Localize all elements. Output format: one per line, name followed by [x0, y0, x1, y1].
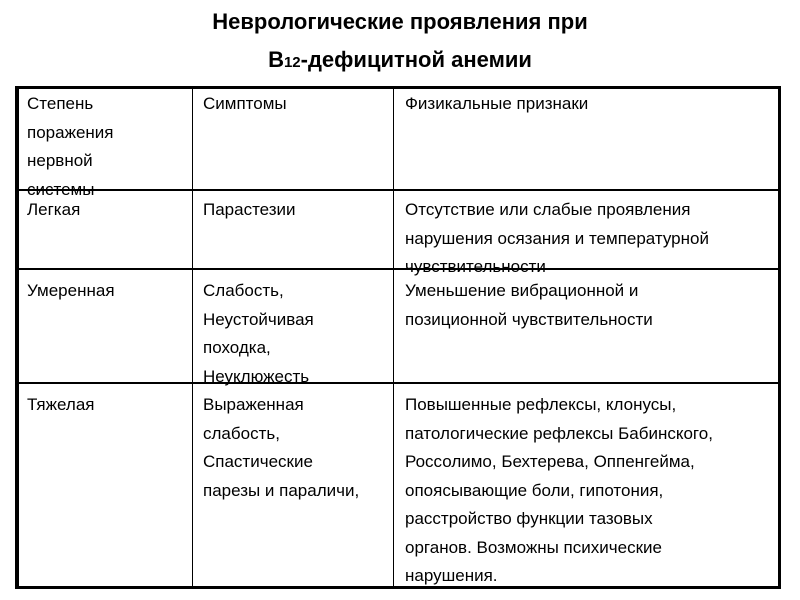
cell-line: органов. Возможны психические: [405, 537, 662, 557]
cell-line: Парастезии: [203, 200, 296, 219]
cell-line: слабость,: [203, 423, 280, 443]
cell-line: походка,: [203, 338, 271, 357]
cell-line: парезы и параличи,: [203, 480, 360, 500]
table-header-cell: [405, 90, 588, 119]
cell-line: Уменьшение вибрационной и: [405, 281, 639, 300]
cell-line: Россолимо, Бехтерева, Оппенгейма,: [405, 452, 695, 471]
table-cell: [27, 196, 80, 225]
table-cell: [405, 196, 709, 282]
cell-line: поражения: [27, 122, 114, 142]
table-header-cell: [27, 90, 114, 204]
table-cell: [27, 277, 115, 306]
cell-line: Тяжелая: [27, 395, 95, 414]
cell-line: Повышенные рефлексы, клонусы,: [405, 395, 677, 414]
cell-line: Отсутствие или слабые проявления: [405, 200, 691, 219]
cell-line: нервной: [27, 151, 93, 170]
cell-line: Легкая: [27, 200, 81, 219]
cell-line: системы: [27, 179, 95, 199]
cell-line: чувствительности: [405, 257, 546, 276]
title-prefix: В: [268, 47, 284, 72]
table-cell: [405, 391, 713, 591]
cell-line: нарушения осязания и температурной: [405, 228, 709, 248]
title-subscript: 12: [283, 54, 301, 71]
cell-line: Симптомы: [203, 94, 287, 113]
column-divider: [192, 86, 193, 589]
cell-line: Физикальные признаки: [405, 94, 589, 113]
cell-line: Выраженная: [203, 395, 304, 414]
cell-line: нарушения.: [405, 566, 498, 585]
cell-line: расстройство функции тазовых: [405, 509, 653, 528]
table-cell: [405, 277, 653, 334]
table-cell: [203, 277, 314, 391]
table-cell: [203, 391, 359, 505]
cell-line: Степень: [27, 94, 94, 113]
cell-line: Умеренная: [27, 281, 115, 300]
cell-line: Неустойчивая: [203, 309, 314, 329]
cell-line: Слабость,: [203, 281, 284, 300]
cell-line: патологические рефлексы Бабинского,: [405, 423, 713, 443]
column-divider: [393, 86, 394, 589]
slide-title-line1: Неврологические проявления при: [212, 9, 588, 34]
row-divider: [15, 382, 781, 384]
cell-line: опоясывающие боли, гипотония,: [405, 480, 664, 500]
cell-line: Спастические: [203, 452, 313, 471]
table-header-cell: [203, 90, 287, 119]
table-cell: [203, 196, 296, 225]
table-cell: [27, 391, 94, 420]
slide-title-line2: [0, 47, 800, 73]
title-rest: -дефицитной анемии: [300, 47, 532, 72]
cell-line: Неуклюжесть: [203, 366, 310, 386]
row-divider: [15, 189, 781, 191]
cell-line: позиционной чувствительности: [405, 309, 653, 329]
